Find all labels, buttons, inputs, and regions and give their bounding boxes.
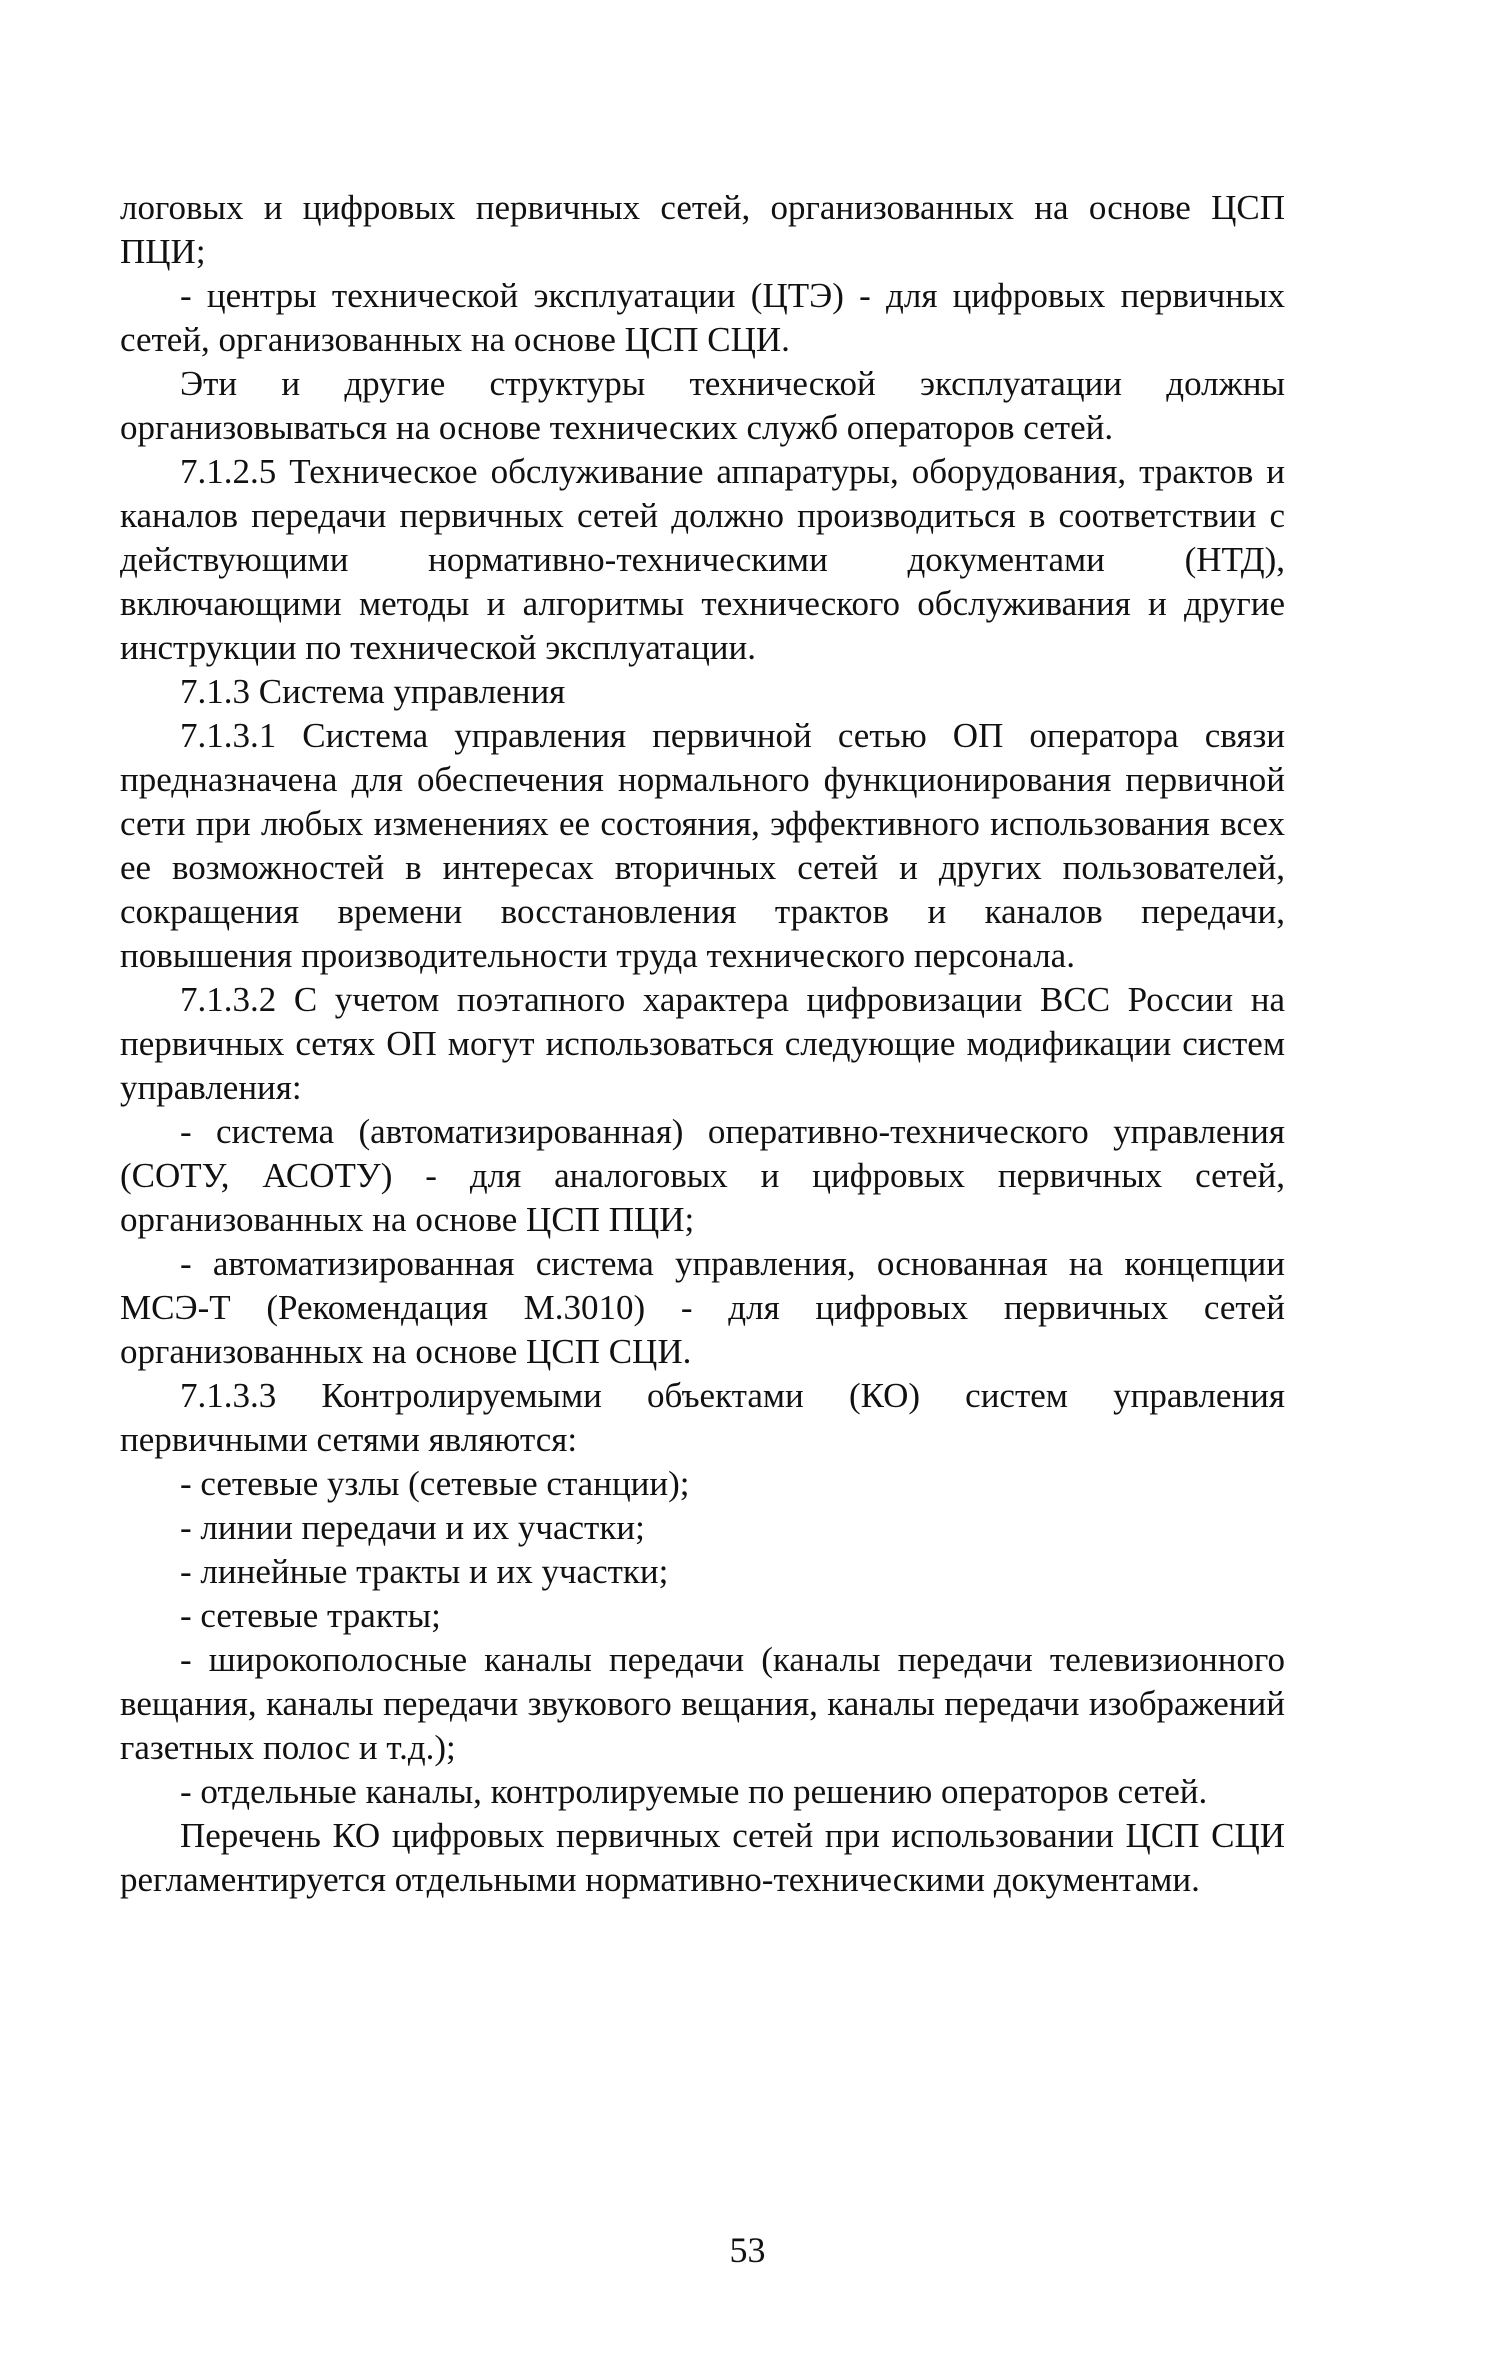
paragraph-continuation: логовых и цифровых первичных сетей, организованных на основе ЦСП ПЦИ;	[120, 188, 1285, 271]
clause-7-1-3-2: 7.1.3.2 С учетом поэтапного характера цифровизации ВСС России на первичных сетях ОП могут использоваться следующие модификации систем управления:	[120, 980, 1285, 1107]
list-item: - широкополосные каналы передачи (каналы передачи телевизионного вещания, каналы передачи звукового вещания, каналы передачи изображений газетных полос и т.д.);	[120, 1640, 1285, 1767]
list-item: - линейные тракты и их участки;	[180, 1552, 669, 1591]
list-item-cte: - центры технической эксплуатации (ЦТЭ) - для цифровых первичных сетей, организованных на основе ЦСП СЦИ.	[120, 276, 1285, 359]
body-text	[120, 186, 1285, 1902]
list-item-asu-mse: - автоматизированная система управления, основанная на концепции МСЭ-Т (Рекомендация М.3010) - для цифровых первичных сетей организованных на основе ЦСП СЦИ.	[120, 1244, 1285, 1371]
paragraph-structures: Эти и другие структуры технической эксплуатации должны организовываться на основе технических служб операторов сетей.	[120, 364, 1285, 447]
list-item-sotu: - система (автоматизированная) оперативно-технического управления (СОТУ, АСОТУ) - для аналоговых и цифровых первичных сетей, организованных на основе ЦСП ПЦИ;	[120, 1112, 1285, 1239]
clause-7-1-3-1: 7.1.3.1 Система управления первичной сетью ОП оператора связи предназначена для обеспечения нормального функционирования первичной сети при любых изменениях ее состояния, эффективного использования всех ее возможностей в интересах вторичных сетей и других пользователей, сокращения времени восстановления трактов и каналов передачи, повышения производительности труда технического персонала.	[120, 716, 1285, 975]
paragraph-ko-list: Перечень КО цифровых первичных сетей при использовании ЦСП СЦИ регламентируется отдельными нормативно-техническими документами.	[120, 1816, 1285, 1899]
section-heading-7-1-3: 7.1.3 Система управления	[180, 672, 566, 711]
list-item: - линии передачи и их участки;	[180, 1508, 645, 1547]
list-item: - сетевые узлы (сетевые станции);	[180, 1464, 690, 1503]
clause-7-1-3-3: 7.1.3.3 Контролируемыми объектами (КО) систем управления первичными сетями являются:	[120, 1376, 1285, 1459]
clause-7-1-2-5: 7.1.2.5 Техническое обслуживание аппаратуры, оборудования, трактов и каналов передачи первичных сетей должно производиться в соответствии с действующими нормативно-техническими документами (НТД), включающими методы и алгоритмы технического обслуживания и другие инструкции по технической эксплуатации.	[120, 452, 1285, 667]
page-number: 53	[729, 2230, 766, 2270]
list-item: - сетевые тракты;	[180, 1596, 441, 1635]
list-item: - отдельные каналы, контролируемые по решению операторов сетей.	[180, 1772, 1208, 1811]
